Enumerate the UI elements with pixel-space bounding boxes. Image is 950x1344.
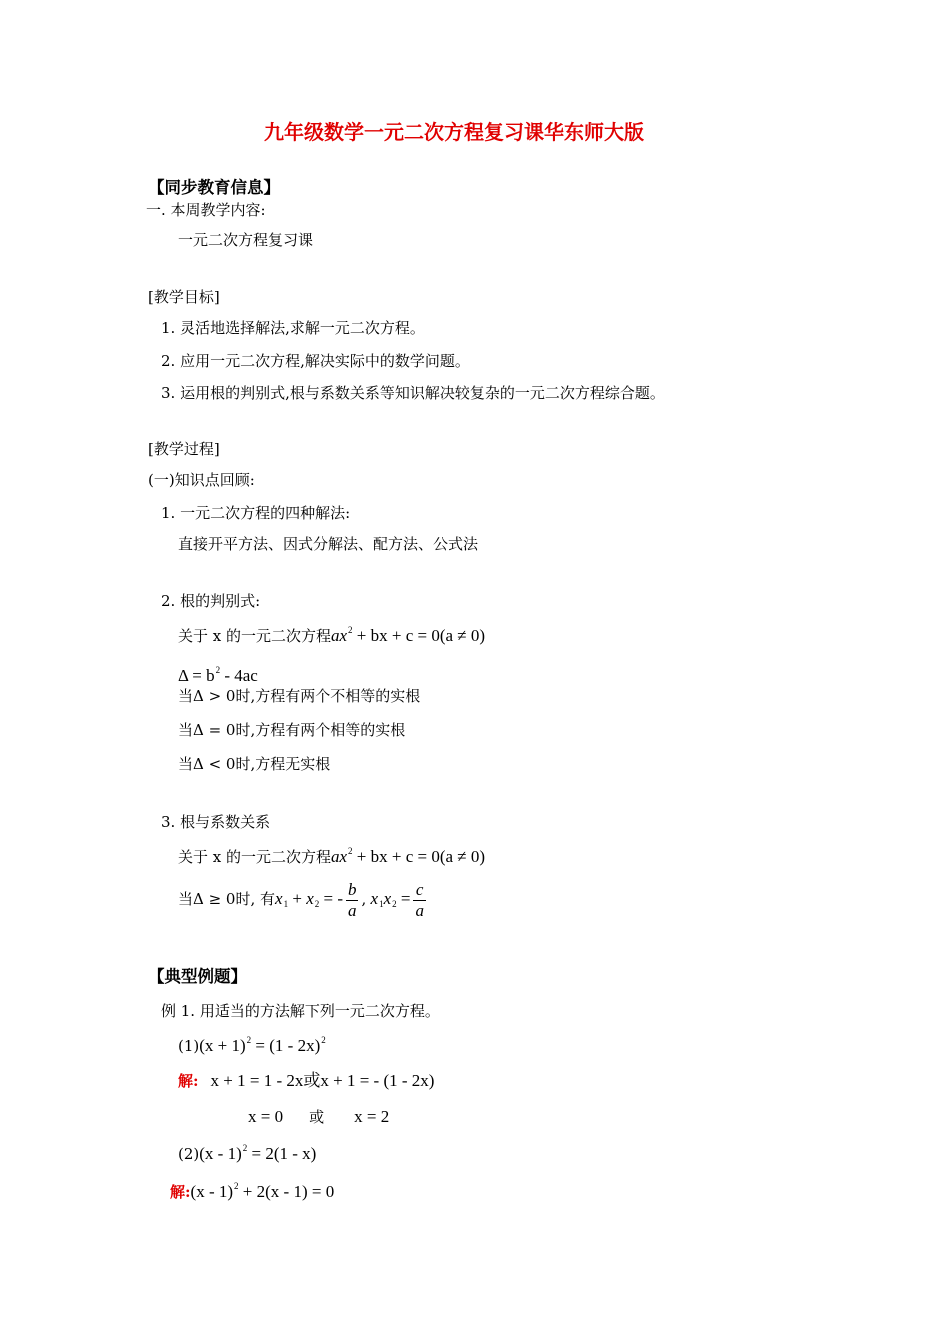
var-x: x bbox=[275, 889, 283, 909]
solution-lhs: (x - 1) bbox=[190, 1182, 234, 1201]
discriminant-rhs: - 4ac bbox=[220, 666, 258, 685]
solution-methods: 直接开平方法、因式分解法、配方法、公式法 bbox=[178, 535, 479, 553]
subscript: 2 bbox=[392, 899, 397, 910]
separator: , bbox=[361, 890, 367, 909]
vieta-condition: 当Δ ≥ 0时, bbox=[178, 890, 256, 909]
fraction-numerator: b bbox=[347, 880, 357, 899]
equals-minus: = - bbox=[323, 889, 343, 909]
or-word: 或 bbox=[309, 1110, 325, 1126]
var-x: x bbox=[370, 889, 379, 909]
exponent: 2 bbox=[234, 1181, 239, 1191]
question-tag: (2) bbox=[178, 1145, 200, 1163]
fraction-denominator: a bbox=[347, 900, 357, 920]
part-heading-content: 一. 本周教学内容: bbox=[146, 201, 266, 219]
fraction-denominator: a bbox=[415, 900, 424, 920]
fraction-b-over-a bbox=[346, 880, 359, 920]
goal-item-2: 2. 应用一元二次方程,解决实际中的数学问题。 bbox=[161, 352, 470, 370]
discriminant-case-negative: 当Δ < 0时,方程无实根 bbox=[178, 755, 331, 773]
section-heading-info: 【同步教育信息】 bbox=[148, 178, 280, 197]
goal-item-1: 1. 灵活地选择解法,求解一元二次方程。 bbox=[161, 319, 425, 337]
equation-ax: ax bbox=[331, 847, 348, 866]
vieta-formula bbox=[178, 880, 429, 920]
equation-prefix: 关于 x 的一元二次方程 bbox=[178, 627, 331, 645]
knowledge-3-heading: 3. 根与系数关系 bbox=[161, 813, 271, 831]
section-heading-examples: 【典型例题】 bbox=[148, 967, 247, 986]
example-1-solution-2 bbox=[170, 1181, 334, 1202]
content-text: 一元二次方程复习课 bbox=[178, 231, 314, 249]
question-rhs: = (1 - 2x) bbox=[251, 1036, 321, 1055]
result-x2: x = 2 bbox=[354, 1107, 390, 1126]
equation-rest: + bx + c = 0(a ≠ 0) bbox=[356, 626, 486, 645]
discriminant-case-positive: 当Δ > 0时,方程有两个不相等的实根 bbox=[178, 687, 421, 705]
example-1-label: 例 1. 用适当的方法解下列一元二次方程。 bbox=[161, 1002, 440, 1020]
equals-sign: = bbox=[400, 889, 411, 909]
goal-item-3: 3. 运用根的判别式,根与系数关系等知识解决较复杂的一元二次方程综合题。 bbox=[161, 384, 665, 402]
exponent: 2 bbox=[242, 1143, 248, 1153]
subscript: 1 bbox=[379, 899, 384, 910]
exponent: 2 bbox=[215, 665, 221, 675]
example-1-solution-1 bbox=[178, 1071, 434, 1091]
result-x0: x = 0 bbox=[248, 1107, 284, 1126]
example-1-solution-result bbox=[248, 1107, 389, 1127]
goals-label: [教学目标] bbox=[148, 288, 220, 306]
vieta-has: 有 bbox=[260, 890, 276, 909]
example-1-question-2 bbox=[178, 1143, 316, 1164]
subscript: 2 bbox=[314, 899, 320, 910]
question-lhs: (x + 1) bbox=[199, 1036, 246, 1055]
subscript: 1 bbox=[283, 899, 289, 910]
exponent: 2 bbox=[348, 846, 353, 856]
quadratic-equation-line bbox=[178, 625, 485, 646]
knowledge-2-heading: 2. 根的判别式: bbox=[161, 592, 261, 610]
quadratic-equation-line-2 bbox=[178, 846, 485, 867]
exponent: 2 bbox=[246, 1035, 252, 1045]
example-1-question-1 bbox=[178, 1035, 326, 1056]
fraction-numerator: c bbox=[413, 880, 426, 901]
solution-step: x + 1 = 1 - 2x或x + 1 = - (1 - 2x) bbox=[210, 1071, 435, 1090]
question-rhs: = 2(1 - x) bbox=[247, 1144, 317, 1163]
discriminant-case-zero: 当Δ = 0时,方程有两个相等的实根 bbox=[178, 721, 406, 739]
solution-label: 解: bbox=[178, 1072, 199, 1090]
exponent: 2 bbox=[348, 625, 353, 635]
var-x: x bbox=[383, 889, 392, 909]
solution-rhs: + 2(x - 1) = 0 bbox=[238, 1182, 335, 1201]
var-x: x bbox=[306, 889, 314, 909]
equation-ax: ax bbox=[331, 626, 348, 645]
page-title: 九年级数学一元二次方程复习课华东师大版 bbox=[264, 120, 644, 144]
equation-prefix: 关于 x 的一元二次方程 bbox=[178, 848, 331, 866]
solution-label: 解: bbox=[170, 1183, 191, 1201]
equation-rest: + bx + c = 0(a ≠ 0) bbox=[356, 847, 486, 866]
discriminant-formula bbox=[178, 665, 258, 686]
exponent: 2 bbox=[321, 1035, 326, 1045]
question-lhs: (x - 1) bbox=[199, 1144, 242, 1163]
review-heading: (一)知识点回顾: bbox=[148, 471, 255, 489]
fraction-c-over-a bbox=[413, 880, 426, 920]
process-label: [教学过程] bbox=[148, 440, 220, 458]
knowledge-1-heading: 1. 一元二次方程的四种解法: bbox=[161, 504, 351, 522]
question-tag: (1) bbox=[178, 1037, 200, 1055]
discriminant-lhs: Δ = b bbox=[178, 666, 215, 685]
plus-sign: + bbox=[292, 889, 302, 909]
